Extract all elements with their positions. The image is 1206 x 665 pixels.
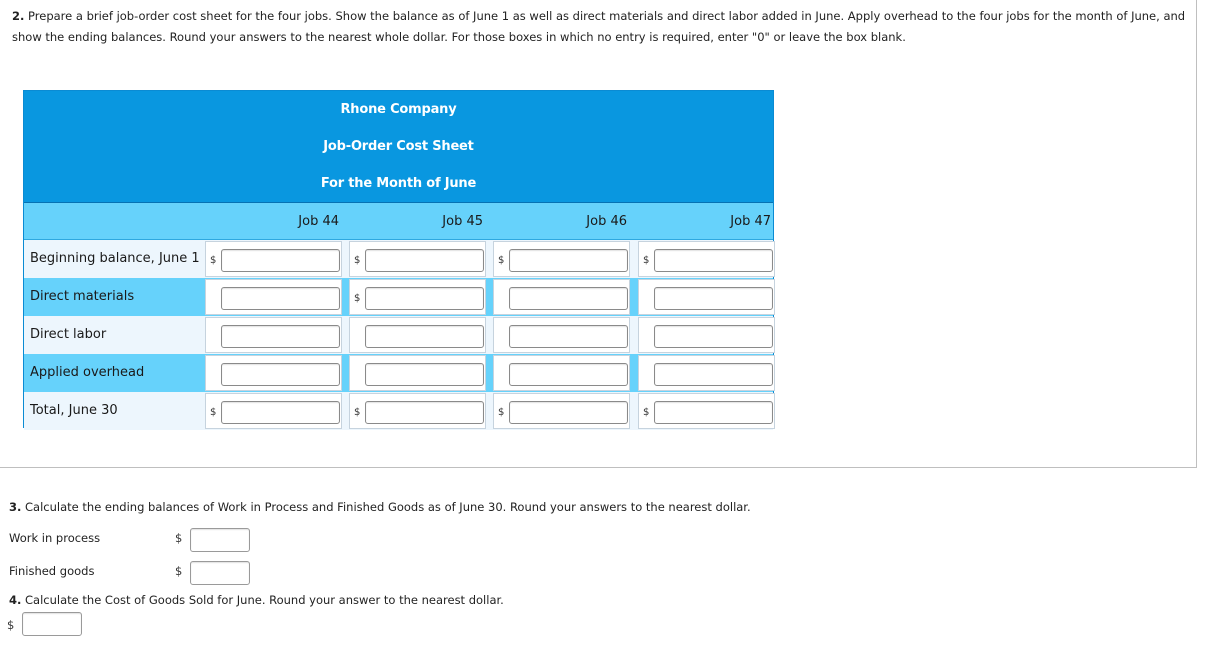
input-total-june-30-job-46[interactable] xyxy=(509,401,628,424)
sheet-row-applied-overhead xyxy=(24,354,773,392)
cell-total-june-30-job-45 xyxy=(349,393,486,429)
input-applied-overhead-job-45[interactable] xyxy=(365,363,484,386)
input-direct-labor-job-45[interactable] xyxy=(365,325,484,348)
work-in-process-label: Work in process xyxy=(9,531,101,545)
cell-beginning-balance-job-47 xyxy=(638,241,775,277)
question-3-number: 3. xyxy=(9,500,22,514)
input-beginning-balance-job-47[interactable] xyxy=(654,249,773,272)
cell-direct-materials-job-46 xyxy=(493,279,630,315)
finished-goods-dollar-sign: $ xyxy=(175,564,183,578)
cell-total-june-30-job-44 xyxy=(205,393,342,429)
question-4-number: 4. xyxy=(9,593,22,607)
cell-beginning-balance-job-44 xyxy=(205,241,342,277)
question-2-number: 2. xyxy=(12,9,25,23)
cell-beginning-balance-job-46 xyxy=(493,241,630,277)
cell-beginning-balance-job-45 xyxy=(349,241,486,277)
question-4-instructions: Calculate the Cost of Goods Sold for June. Round your answer to the nearest dollar. xyxy=(25,593,504,607)
input-direct-materials-job-47[interactable] xyxy=(654,287,773,310)
sheet-row-total-june-30 xyxy=(24,392,773,430)
sheet-header xyxy=(24,91,773,203)
question-3-text xyxy=(9,497,909,518)
cell-direct-labor-job-46 xyxy=(493,317,630,353)
column-header-row xyxy=(24,203,773,240)
cell-direct-materials-job-47 xyxy=(638,279,775,315)
cell-direct-materials-job-45 xyxy=(349,279,486,315)
input-applied-overhead-job-47[interactable] xyxy=(654,363,773,386)
sheet-row-direct-materials xyxy=(24,278,773,316)
dollar-sign: $ xyxy=(643,255,650,266)
input-direct-materials-job-45[interactable] xyxy=(365,287,484,310)
input-beginning-balance-job-46[interactable] xyxy=(509,249,628,272)
dollar-sign: $ xyxy=(498,407,505,418)
input-direct-materials-job-44[interactable] xyxy=(221,287,340,310)
sheet-row-beginning-balance xyxy=(24,240,773,278)
column-header-job-46: Job 46 xyxy=(586,214,627,229)
input-direct-materials-job-46[interactable] xyxy=(509,287,628,310)
input-beginning-balance-job-45[interactable] xyxy=(365,249,484,272)
input-beginning-balance-job-44[interactable] xyxy=(221,249,340,272)
question-2-text xyxy=(12,6,1192,48)
job-order-cost-sheet xyxy=(23,90,774,428)
cell-direct-materials-job-44 xyxy=(205,279,342,315)
company-name: Rhone Company xyxy=(340,102,457,117)
cell-applied-overhead-job-47 xyxy=(638,355,775,391)
column-header-job-47: Job 47 xyxy=(730,214,771,229)
column-header-job-45: Job 45 xyxy=(442,214,483,229)
cell-direct-labor-job-45 xyxy=(349,317,486,353)
finished-goods-label: Finished goods xyxy=(9,564,95,578)
dollar-sign: $ xyxy=(354,255,361,266)
column-header-job-44: Job 44 xyxy=(298,214,339,229)
question-3-instructions: Calculate the ending balances of Work in Process and Finished Goods as of June 30. Round your answers to the nearest dollar. xyxy=(25,500,751,514)
cell-direct-labor-job-44 xyxy=(205,317,342,353)
sheet-row-direct-labor xyxy=(24,316,773,354)
cell-total-june-30-job-47 xyxy=(638,393,775,429)
work-in-process-dollar-sign: $ xyxy=(175,531,183,545)
row-label-beginning-balance: Beginning balance, June 1 xyxy=(30,251,200,266)
dollar-sign: $ xyxy=(498,255,505,266)
cell-total-june-30-job-46 xyxy=(493,393,630,429)
cost-of-goods-sold-input[interactable] xyxy=(22,612,82,636)
input-total-june-30-job-44[interactable] xyxy=(221,401,340,424)
question-2-instructions: Prepare a brief job-order cost sheet for the four jobs. Show the balance as of June 1 as well as direct materials and direct labor added in June. Apply overhead to the four jobs for the month of June, and show the ending balances. Round your answers to the nearest whole dollar. For those boxes in which no entry is required, enter "0" or leave the box blank. xyxy=(12,9,1186,44)
question-4-text xyxy=(9,590,909,611)
dollar-sign: $ xyxy=(354,407,361,418)
row-label-total-june-30: Total, June 30 xyxy=(30,403,118,418)
cogs-dollar-sign: $ xyxy=(7,618,15,632)
cell-applied-overhead-job-46 xyxy=(493,355,630,391)
dollar-sign: $ xyxy=(210,407,217,418)
cell-applied-overhead-job-44 xyxy=(205,355,342,391)
row-label-direct-labor: Direct labor xyxy=(30,327,107,342)
row-label-direct-materials: Direct materials xyxy=(30,289,135,304)
input-applied-overhead-job-46[interactable] xyxy=(509,363,628,386)
row-label-applied-overhead: Applied overhead xyxy=(30,365,145,380)
finished-goods-input[interactable] xyxy=(190,561,250,585)
cell-applied-overhead-job-45 xyxy=(349,355,486,391)
work-in-process-input[interactable] xyxy=(190,528,250,552)
sheet-title: Job-Order Cost Sheet xyxy=(323,139,474,154)
input-direct-labor-job-44[interactable] xyxy=(221,325,340,348)
input-direct-labor-job-46[interactable] xyxy=(509,325,628,348)
input-direct-labor-job-47[interactable] xyxy=(654,325,773,348)
dollar-sign: $ xyxy=(643,407,650,418)
input-total-june-30-job-45[interactable] xyxy=(365,401,484,424)
sheet-period: For the Month of June xyxy=(320,176,477,191)
cell-direct-labor-job-47 xyxy=(638,317,775,353)
dollar-sign: $ xyxy=(210,255,217,266)
input-total-june-30-job-47[interactable] xyxy=(654,401,773,424)
dollar-sign: $ xyxy=(354,293,361,304)
input-applied-overhead-job-44[interactable] xyxy=(221,363,340,386)
